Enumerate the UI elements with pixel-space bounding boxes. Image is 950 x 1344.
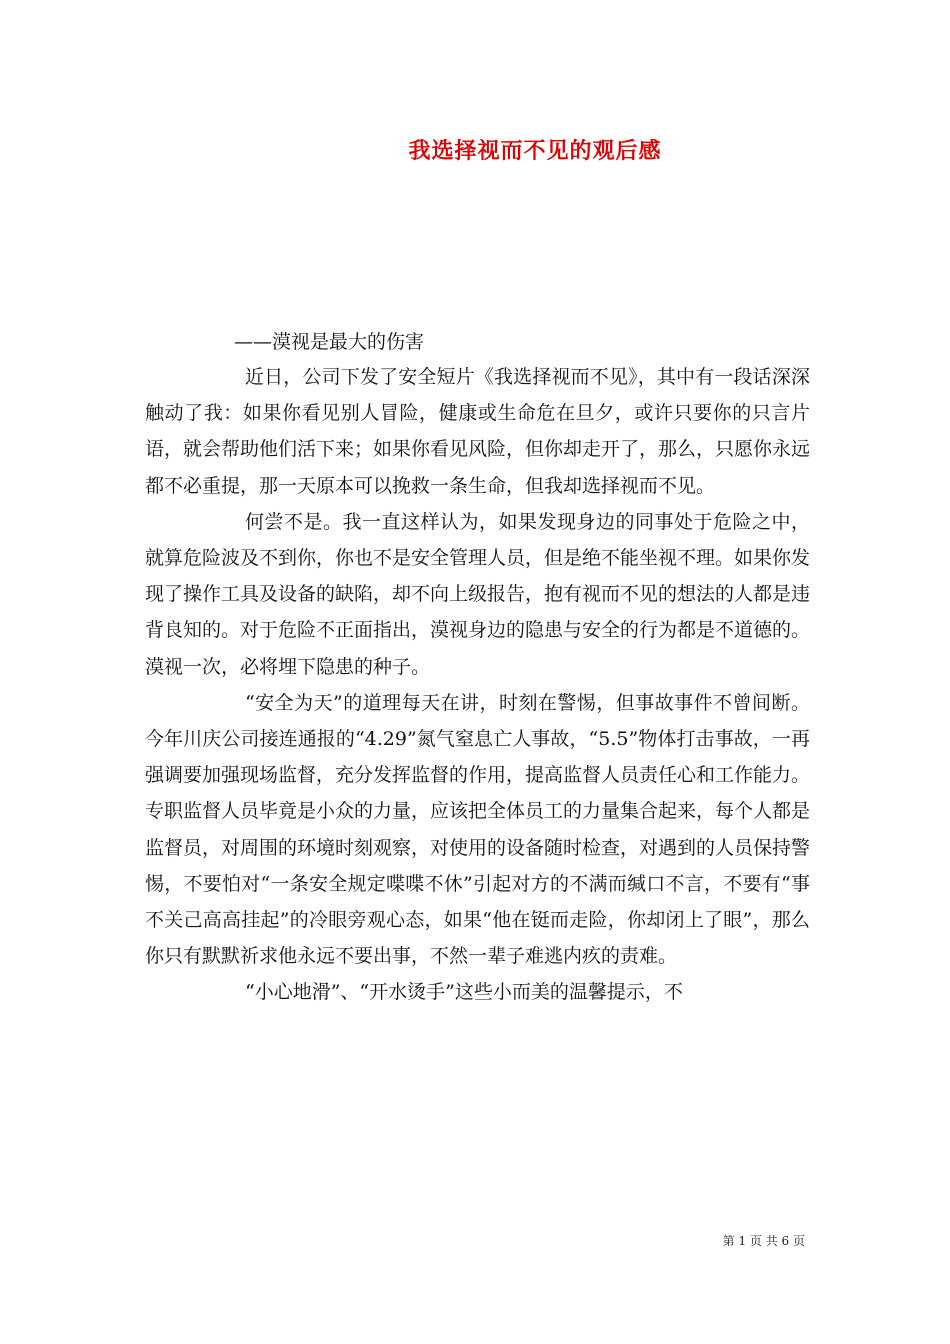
document-body	[145, 359, 810, 1011]
paragraph: 近日，公司下发了安全短片《我选择视而不见》，其中有一段话深深触动了我：如果你看见别人冒险，健康或生命危在旦夕，或许只要你的只言片语，就会帮助他们活下来；如果你看见风险，但你却走开了，那么，只愿你永远都不必重提，那一天原本可以挽救一条生命，但我却选择视而不见。	[145, 366, 811, 497]
document-title: 我选择视而不见的观后感	[408, 138, 662, 164]
document-subtitle: ——漠视是最大的伤害	[234, 331, 425, 353]
paragraph: “小心地滑”、“开水烫手”这些小而美的温馨提示，不	[245, 981, 683, 1004]
page-number: 第 1 页 共 6 页	[722, 1234, 805, 1248]
paragraph: 何尝不是。我一直这样认为，如果发现身边的同事处于危险之中，就算危险波及不到你，你也不是安全管理人员，但是绝不能坐视不理。如果你发现了操作工具及设备的缺陷，却不向上级报告，抱有视而不见的想法的人都是违背良知的。对于危险不正面指出，漠视身边的隐患与安全的行为都是不道德的。漠视一次，必将埋下隐患的种子。	[145, 510, 811, 678]
paragraph: “安全为天”的道理每天在讲，时刻在警惕，但事故事件不曾间断。今年川庆公司接连通报的“4.29”氮气窒息亡人事故，“5.5”物体打击事故，一再强调要加强现场监督，充分发挥监督的作用，提高监督人员责任心和工作能力。专职监督人员毕竟是小众的力量，应该把全体员工的力量集合起来，每个人都是监督员，对周围的环境时刻观察，对使用的设备随时检查，对遇到的人员保持警惕，不要怕对“一条安全规定喋喋不休”引起对方的不满而缄口不言，不要有“事不关己高高挂起”的冷眼旁观心态，如果“他在铤而走险，你却闭上了眼”，那么你只有默默祈求他永远不要出事，不然一辈子难逃内疚的责难。	[145, 691, 811, 968]
